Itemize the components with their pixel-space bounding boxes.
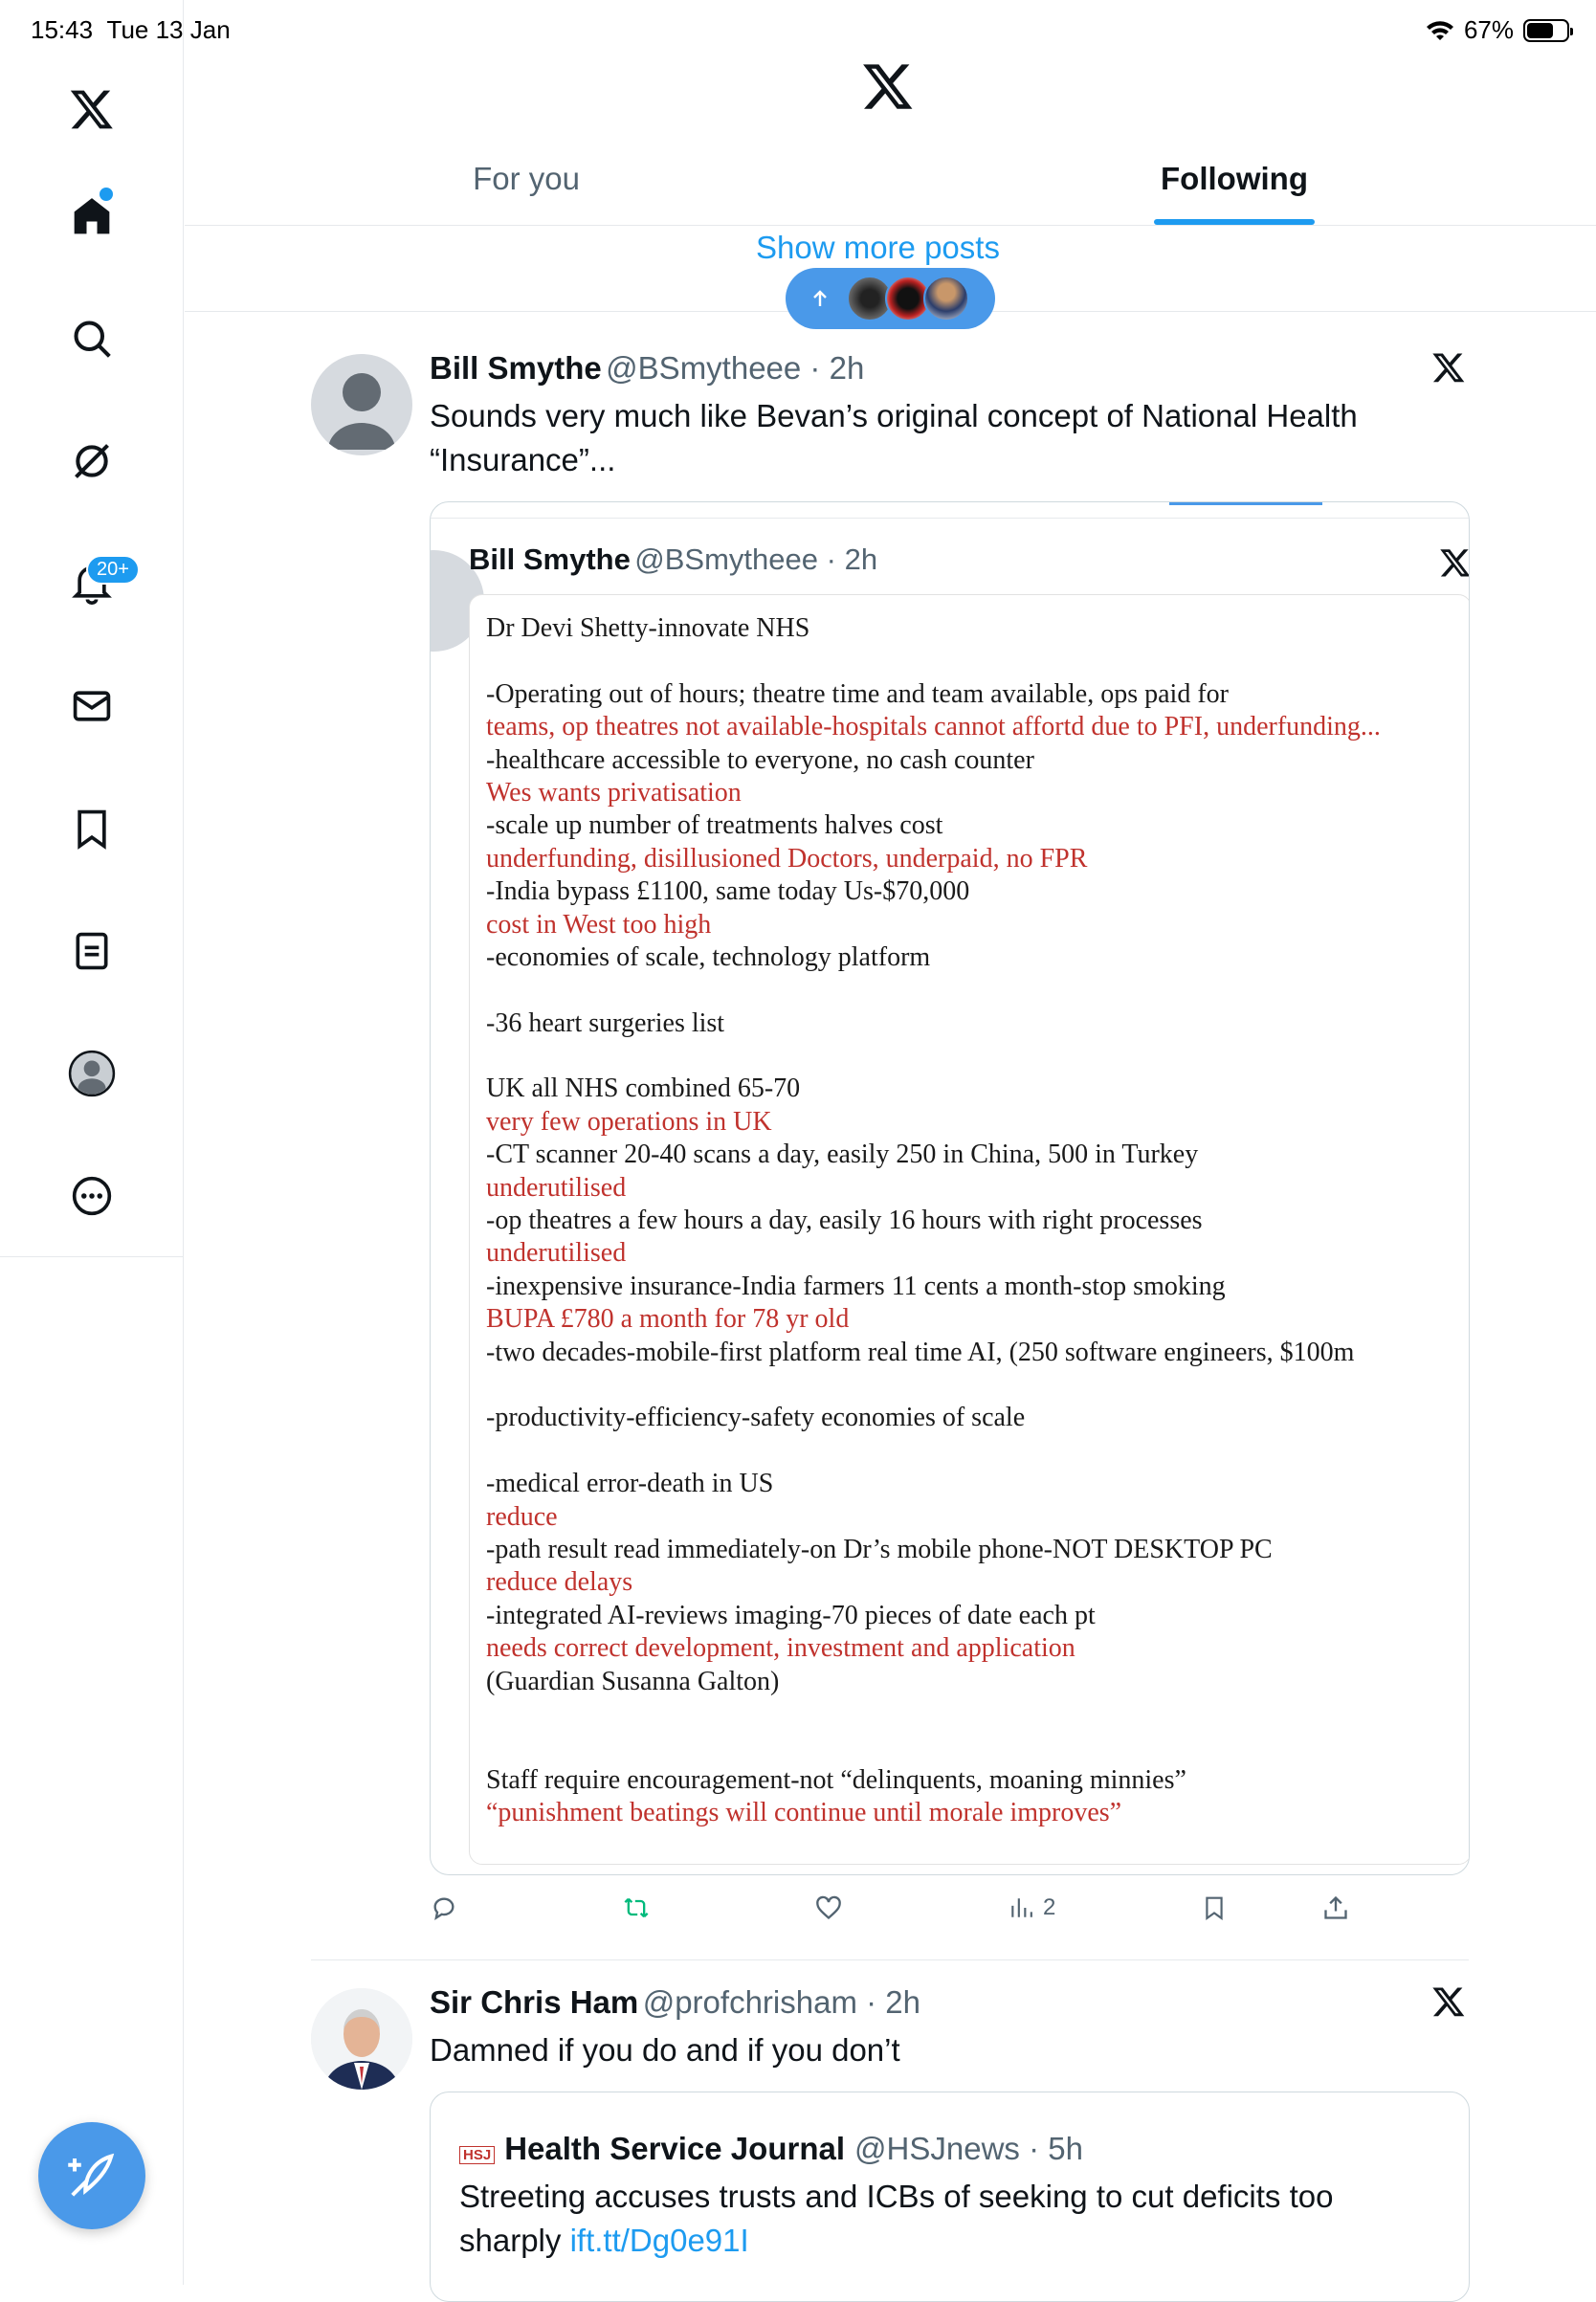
show-more-posts-link[interactable]: Show more posts — [756, 230, 1000, 265]
document-line — [486, 974, 1470, 1007]
notifications-badge: 20+ — [86, 555, 140, 585]
profile-photo — [311, 1988, 412, 2090]
bookmark-icon — [1202, 1894, 1227, 1921]
document-line: -economies of scale, technology platform — [486, 941, 931, 972]
document-line: underutilised — [486, 1172, 627, 1203]
x-logo-icon — [1439, 546, 1470, 584]
grok-icon[interactable] — [59, 429, 124, 494]
tweet1-header — [430, 350, 864, 387]
separator-dot: · — [818, 542, 845, 576]
card-inner-divider — [431, 518, 1470, 519]
separator-dot: · — [856, 1984, 886, 2020]
tweet-divider — [311, 1959, 1469, 1960]
document-line: -India bypass £1100, same today Us-$70,000 — [486, 876, 970, 907]
author-name[interactable]: Sir Chris Ham — [430, 1984, 639, 2020]
views-count: 2 — [1043, 1894, 1056, 1920]
battery-icon — [1523, 19, 1569, 42]
bookmark-button[interactable] — [1202, 1894, 1227, 1921]
tweet-text — [430, 394, 1358, 482]
tab-following[interactable]: Following — [1161, 161, 1308, 196]
document-line: Wes wants privatisation — [486, 777, 742, 808]
document-line: underutilised — [486, 1238, 627, 1269]
reply-icon — [431, 1894, 457, 1921]
card-highlight — [1169, 502, 1322, 505]
new-posts-pill[interactable] — [786, 268, 995, 329]
document-image — [469, 594, 1470, 1865]
home-icon[interactable] — [59, 184, 124, 249]
quoted-tweet-card[interactable] — [430, 2092, 1470, 2302]
document-line: -integrated AI-reviews imaging-70 pieces of date each pt — [486, 1600, 1096, 1630]
document-line: -op theatres a few hours a day, easily 16 hours with right processes — [486, 1206, 1203, 1236]
quoted-time: 5h — [1048, 2131, 1083, 2166]
quoted-time: 2h — [844, 542, 878, 576]
header-x-logo-icon[interactable] — [861, 59, 915, 118]
quoted-header — [469, 542, 877, 577]
author-handle[interactable]: @profchrisham — [642, 1984, 857, 2020]
document-line: -healthcare accessible to everyone, no cash counter — [486, 744, 1034, 775]
document-line: -36 heart surgeries list — [486, 1007, 725, 1038]
document-line: cost in West too high — [486, 909, 712, 940]
sidebar — [0, 0, 184, 2285]
document-line: (Guardian Susanna Galton) — [486, 1666, 780, 1696]
document-line: UK all NHS combined 65-70 — [486, 1074, 801, 1104]
x-logo-icon — [1431, 1984, 1466, 2024]
more-icon[interactable] — [59, 1163, 124, 1228]
document-line: teams, op theatres not available-hospitals cannot affortd due to PFI, underfunding... — [486, 712, 1381, 742]
quoted-author-name: Bill Smythe — [469, 542, 631, 576]
views-button[interactable] — [1009, 1894, 1055, 1921]
compose-button[interactable] — [38, 2122, 145, 2229]
document-line: needs correct development, investment and application — [486, 1633, 1075, 1664]
link[interactable]: ift.tt/Dg0e91I — [569, 2223, 749, 2258]
document-line: -Operating out of hours; theatre time and team available, ops paid for — [486, 678, 1229, 709]
sidebar-divider — [0, 1256, 184, 1257]
quoted-text — [459, 2175, 1333, 2263]
document-line: BUPA £780 a month for 78 yr old — [486, 1304, 850, 1335]
document-line — [486, 1435, 1470, 1468]
quoted-tweet-card[interactable] — [430, 501, 1470, 1875]
quoted-author-name: Health Service Journal — [504, 2131, 846, 2166]
document-line: -medical error-death in US — [486, 1469, 774, 1499]
share-icon — [1322, 1894, 1349, 1921]
bookmarks-icon[interactable] — [59, 796, 124, 861]
arrow-up-icon — [809, 287, 831, 310]
document-line: -inexpensive insurance-India farmers 11 cents a month-stop smoking — [486, 1271, 1226, 1301]
separator-dot: · — [1019, 2131, 1049, 2166]
separator-dot: · — [801, 350, 830, 386]
tweet-text-line: “Insurance”... — [430, 442, 616, 477]
document-line — [486, 645, 1470, 677]
document-line: very few operations in UK — [486, 1106, 772, 1137]
tweet-text: Damned if you do and if you don’t — [430, 2032, 900, 2068]
status-right — [1426, 15, 1569, 45]
search-icon[interactable] — [59, 306, 124, 371]
status-clock: 15:43 — [31, 15, 94, 44]
profile-icon[interactable] — [59, 1041, 124, 1106]
document-line: -productivity-efficiency-safety economies of scale — [486, 1403, 1026, 1433]
tweet-text-line: Sounds very much like Bevan’s original concept of National Health — [430, 398, 1358, 433]
retweet-icon — [622, 1894, 651, 1921]
author-handle[interactable]: @BSmytheee — [606, 350, 802, 386]
document-line: -path result read immediately-on Dr’s mobile phone-NOT DESKTOP PC — [486, 1534, 1273, 1564]
quoted-header — [459, 2131, 1083, 2167]
wifi-icon — [1426, 19, 1454, 42]
document-line: Staff require encouragement-not “delinquents, moaning minnies” — [486, 1764, 1186, 1795]
share-button[interactable] — [1322, 1894, 1349, 1921]
battery-percent: 67% — [1463, 15, 1514, 44]
document-line: -scale up number of treatments halves cost — [486, 810, 943, 841]
quoted-author-handle: @HSJnews — [854, 2131, 1020, 2166]
pill-avatar-3 — [923, 276, 969, 321]
tweet-time[interactable]: 2h — [829, 350, 865, 386]
document-line: -CT scanner 20-40 scans a day, easily 250 in China, 500 in Turkey — [486, 1140, 1199, 1170]
document-line — [486, 1369, 1470, 1402]
document-line — [486, 1698, 1470, 1731]
document-line: Dr Devi Shetty-innovate NHS — [486, 613, 810, 643]
reply-button[interactable] — [431, 1894, 457, 1921]
lists-icon[interactable] — [59, 919, 124, 984]
avatar[interactable] — [311, 354, 412, 455]
document-line: -two decades-mobile-first platform real time AI, (250 software engineers, $100m — [486, 1337, 1355, 1367]
views-icon — [1009, 1895, 1033, 1920]
messages-icon[interactable] — [59, 674, 124, 739]
tab-for-you[interactable]: For you — [473, 161, 580, 196]
document-line: “punishment beatings will continue until morale improves” — [486, 1798, 1122, 1828]
document-line: reduce — [486, 1501, 558, 1532]
default-avatar-icon — [311, 354, 412, 455]
like-button[interactable] — [815, 1894, 842, 1921]
document-line: reduce delays — [486, 1567, 633, 1598]
avatar[interactable] — [311, 1988, 412, 2090]
x-logo-icon — [1431, 350, 1466, 389]
heart-icon — [815, 1894, 842, 1921]
author-name[interactable]: Bill Smythe — [430, 350, 602, 386]
quoted-author-handle: @BSmytheee — [634, 542, 819, 576]
x-logo-icon[interactable] — [59, 77, 124, 142]
compose-icon — [66, 2150, 118, 2202]
quoted-text-line: Streeting accuses trusts and ICBs of seeking to cut deficits too — [459, 2179, 1334, 2214]
document-line — [486, 1731, 1470, 1763]
status-date: Tue 13 Jan — [106, 15, 231, 44]
home-unread-dot — [100, 188, 113, 201]
tweet2-header — [430, 1984, 920, 2021]
retweet-button[interactable] — [622, 1894, 651, 1921]
document-line — [486, 1040, 1470, 1073]
hsj-logo: HSJ — [459, 2146, 495, 2164]
tweet-time[interactable]: 2h — [885, 1984, 920, 2020]
document-line: underfunding, disillusioned Doctors, underpaid, no FPR — [486, 843, 1088, 874]
quoted-text-line: sharply — [459, 2223, 570, 2258]
